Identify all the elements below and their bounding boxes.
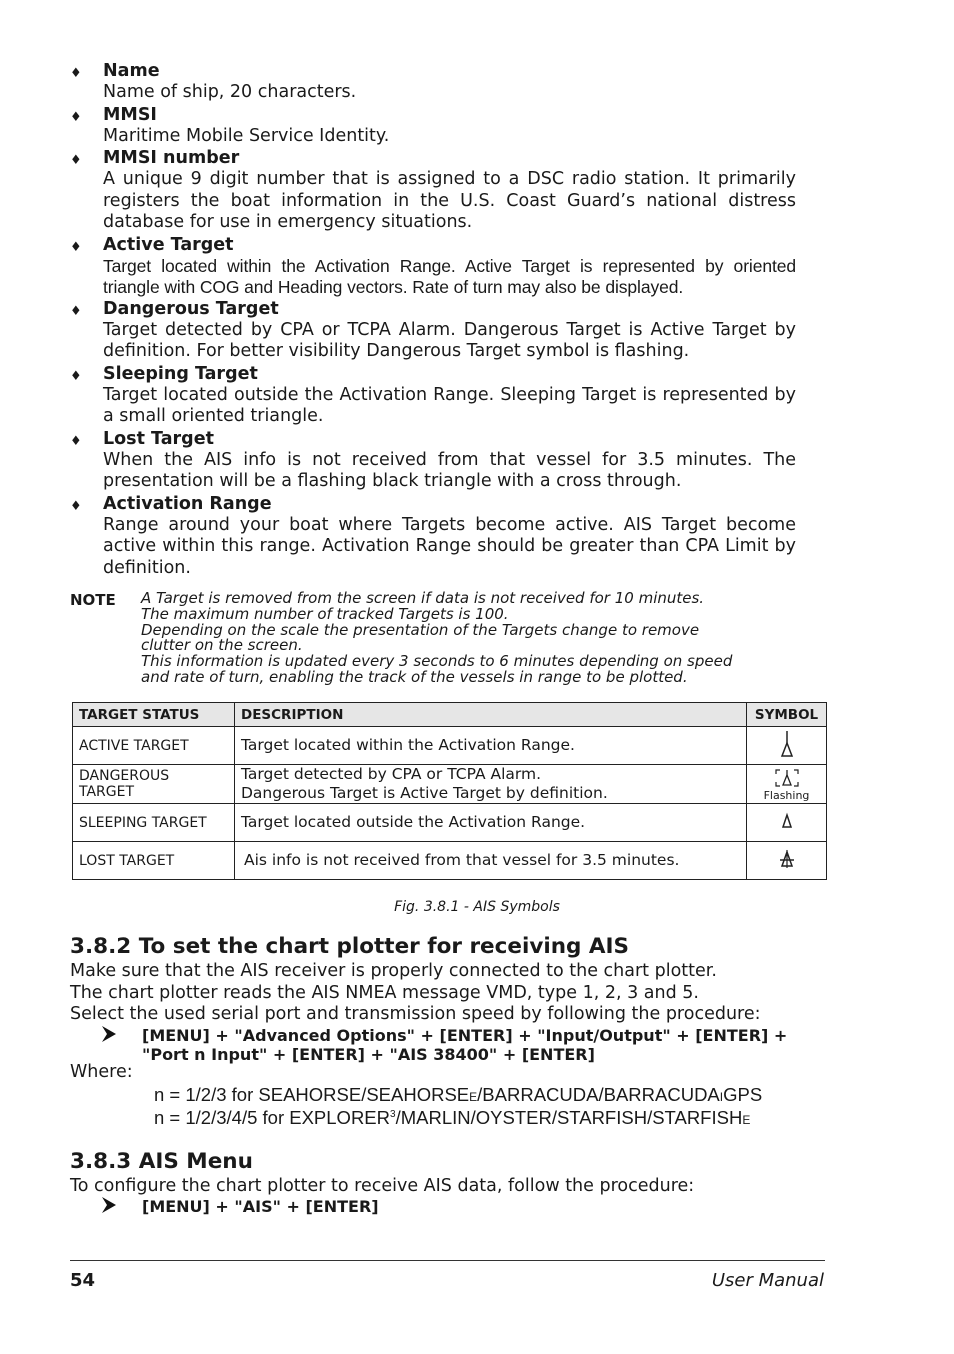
table-row xyxy=(73,727,827,765)
manual-title: User Manual xyxy=(711,1270,824,1291)
note-block xyxy=(70,591,770,686)
note-line: This information is updated every 3 seconds to 6 minutes depending on speed xyxy=(141,652,733,671)
definition-item xyxy=(70,363,796,428)
definition-term: Name xyxy=(103,61,160,81)
definition-list xyxy=(70,60,796,579)
note-label: NOTE xyxy=(70,591,116,609)
column-header: DESCRIPTION xyxy=(235,703,747,727)
n-line-text: /BARRACUDA/BARRACUDA xyxy=(477,1084,720,1105)
column-header: TARGET STATUS xyxy=(73,703,235,727)
n-line-sup: 3 xyxy=(390,1108,396,1120)
table-row xyxy=(73,765,827,804)
n-line-text: /MARLIN/OYSTER/STARFISH/STARFISH xyxy=(395,1107,743,1128)
status-cell: LOST TARGET xyxy=(73,842,235,880)
definition-item xyxy=(70,60,796,104)
description-cell: Ais info is not received from that vessel for 3.5 minutes. xyxy=(235,842,747,880)
description-line: Target detected by CPA or TCPA Alarm. xyxy=(241,765,542,783)
n-line-text: n = 1/2/3/4/5 for EXPLORER xyxy=(154,1107,391,1128)
section-heading: 3.8.3 AIS Menu xyxy=(70,1149,253,1174)
definition-desc: Target detected by CPA or TCPA Alarm. Dangerous Target is Active Target by definition. For better visibility Dangerous Target symbol is flashing. xyxy=(103,319,796,361)
section-paragraph: To configure the chart plotter to receive AIS data, follow the procedure: xyxy=(70,1176,695,1196)
port-n-line xyxy=(154,1107,750,1129)
symbol-cell xyxy=(747,727,827,765)
symbol-cell xyxy=(747,765,827,804)
flashing-label: Flashing xyxy=(763,788,810,802)
note-line: The maximum number of tracked Targets is 100. xyxy=(141,604,509,623)
step-text: [MENU] + "Advanced Options" + [ENTER] + "Input/Output" + [ENTER] + "Port n Input" + [ENTER] + "AIS 38400" + [ENTER] xyxy=(142,1026,788,1064)
diamond-bullet-icon: ♦ xyxy=(70,368,82,384)
section-heading: 3.8.2 To set the chart plotter for receiving AIS xyxy=(70,934,630,959)
arrow-right-icon xyxy=(100,1025,118,1043)
table-row xyxy=(73,842,827,880)
procedure-step xyxy=(100,1026,832,1064)
symbol-cell xyxy=(747,804,827,842)
paragraph-line: The chart plotter reads the AIS NMEA message VMD, type 1, 2, 3 and 5. xyxy=(70,982,699,1003)
paragraph-line: Select the used serial port and transmission speed by following the procedure: xyxy=(70,1004,761,1024)
diamond-bullet-icon: ♦ xyxy=(70,498,82,514)
description-cell: Target located outside the Activation Range. xyxy=(235,804,747,842)
table-header-row xyxy=(73,703,827,727)
note-line: and rate of turn, enabling the track of the vessels in range to be plotted. xyxy=(141,667,688,686)
definition-desc: Target located within the Activation Range. Active Target is represented by oriented triangle with COG and Heading vectors. Rate of turn may also be displayed. xyxy=(103,255,796,297)
diamond-bullet-icon: ♦ xyxy=(70,433,82,449)
definition-term: Sleeping Target xyxy=(103,363,258,384)
footer-divider xyxy=(70,1260,825,1261)
definition-term: Lost Target xyxy=(103,428,214,449)
symbol-cell xyxy=(747,842,827,880)
n-line-text: n = 1/2/3 for SEAHORSE/SEAHORSE xyxy=(154,1084,470,1105)
definition-desc: A unique 9 digit number that is assigned to a DSC radio station. It primarily registers the boat information in the U.S. Coast Guard’s national distress database for use in emergency situations. xyxy=(103,169,796,232)
definition-term: MMSI xyxy=(103,104,157,125)
definition-desc: When the AIS info is not received from that vessel for 3.5 minutes. The presentation will be a flashing black triangle with a cross through. xyxy=(103,449,796,491)
definition-item xyxy=(70,493,796,580)
definition-item xyxy=(70,428,796,493)
definition-desc: Maritime Mobile Service Identity. xyxy=(103,125,390,146)
figure-caption: Fig. 3.8.1 - AIS Symbols xyxy=(394,899,560,915)
definition-term: MMSI number xyxy=(103,148,240,168)
status-cell: DANGEROUS TARGET xyxy=(73,765,235,804)
definition-item xyxy=(70,234,796,298)
arrow-right-icon xyxy=(100,1196,118,1214)
definition-desc: Target located outside the Activation Range. Sleeping Target is represented by a small oriented triangle. xyxy=(103,384,796,426)
port-n-line xyxy=(154,1084,762,1106)
description-cell xyxy=(235,765,747,804)
active-target-icon xyxy=(777,729,797,759)
n-line-text: GPS xyxy=(723,1084,763,1105)
definition-term: Activation Range xyxy=(103,493,272,514)
diamond-bullet-icon: ♦ xyxy=(70,109,82,125)
note-line: clutter on the screen. xyxy=(141,636,303,655)
step-text: [MENU] + "AIS" + [ENTER] xyxy=(142,1197,379,1216)
n-line-sub: E xyxy=(469,1090,478,1104)
ais-symbols-table xyxy=(72,702,827,880)
description-cell: Target located within the Activation Range. xyxy=(235,727,747,765)
sleeping-target-icon xyxy=(779,812,795,830)
diamond-bullet-icon: ♦ xyxy=(70,303,82,319)
diamond-bullet-icon: ♦ xyxy=(70,66,82,81)
definition-term: Active Target xyxy=(103,234,234,255)
diamond-bullet-icon: ♦ xyxy=(70,153,82,168)
page-number: 54 xyxy=(70,1270,96,1291)
paragraph-line: Make sure that the AIS receiver is properly connected to the chart plotter. xyxy=(70,961,717,981)
table-row xyxy=(73,804,827,842)
n-line-sub: I xyxy=(719,1090,724,1104)
status-cell: ACTIVE TARGET xyxy=(73,727,235,765)
definition-item xyxy=(70,147,796,234)
procedure-step xyxy=(100,1197,832,1216)
dangerous-target-icon xyxy=(772,768,802,788)
where-label: Where: xyxy=(70,1062,133,1082)
n-line-sub: E xyxy=(742,1113,751,1127)
definition-item xyxy=(70,104,796,148)
note-body xyxy=(141,591,770,686)
column-header: SYMBOL xyxy=(747,703,827,727)
lost-target-icon xyxy=(777,849,797,869)
note-line: Depending on the scale the presentation of the Targets change to remove xyxy=(141,620,700,639)
note-line: A Target is removed from the screen if data is not received for 10 minutes. xyxy=(141,589,705,607)
definition-desc: Name of ship, 20 characters. xyxy=(103,82,357,102)
section-paragraph xyxy=(70,961,830,1026)
definition-desc: Range around your boat where Targets become active. AIS Target become active within this range. Activation Range should be greater than CPA Limit by definition. xyxy=(103,514,796,578)
definition-item xyxy=(70,298,796,363)
definition-term: Dangerous Target xyxy=(103,298,279,319)
diamond-bullet-icon: ♦ xyxy=(70,239,82,255)
status-cell: SLEEPING TARGET xyxy=(73,804,235,842)
description-line: Dangerous Target is Active Target by definition. xyxy=(241,784,608,802)
